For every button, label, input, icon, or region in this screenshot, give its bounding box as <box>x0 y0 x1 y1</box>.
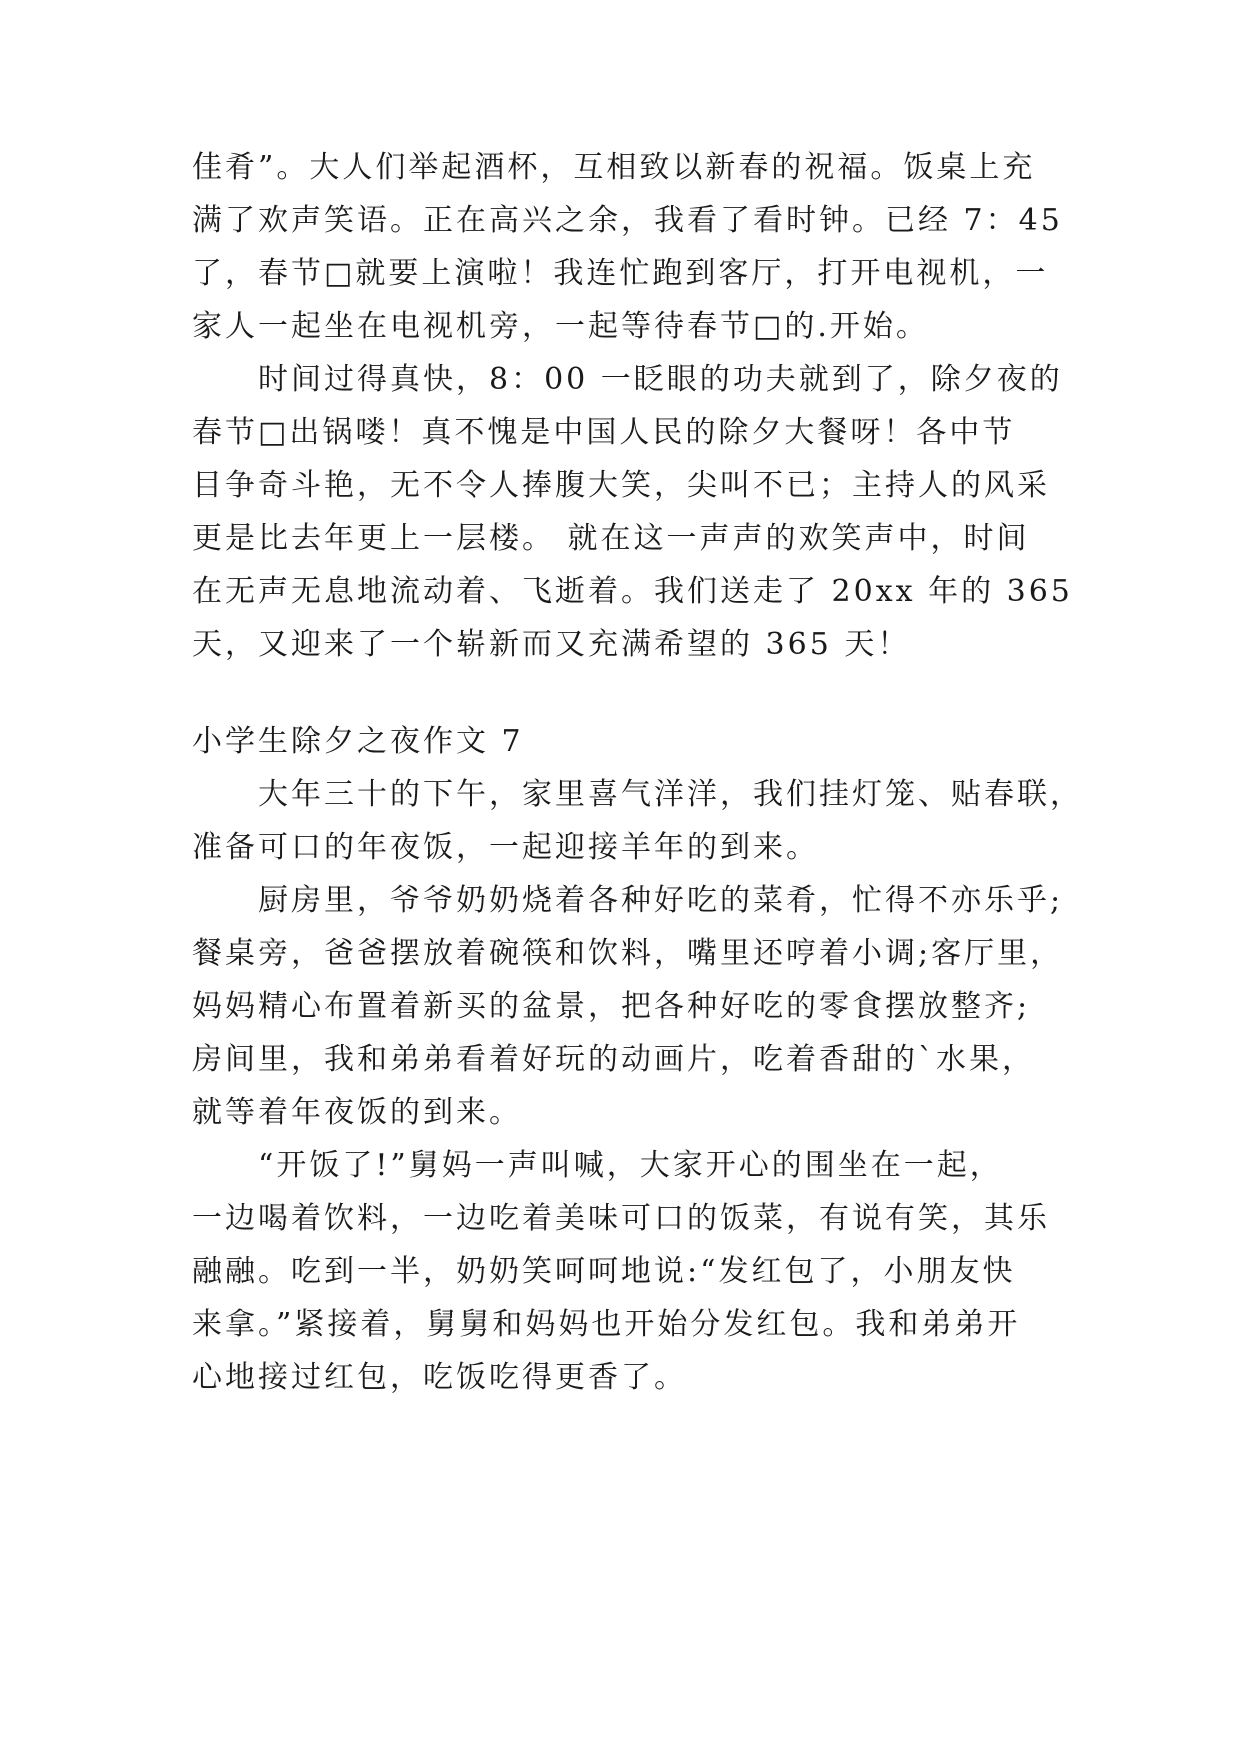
paragraph-line: 在无声无息地流动着、飞逝着。我们送走了 20xx 年的 365 <box>192 574 1073 609</box>
paragraph-line: 心地接过红包，吃饭吃得更香了。 <box>192 1360 687 1395</box>
paragraph-line: 妈妈精心布置着新买的盆景，把各种好吃的零食摆放整齐; <box>192 989 1031 1024</box>
paragraph-line: 时间过得真快，8：00 一眨眼的功夫就到了，除夕夜的 <box>258 362 1063 397</box>
paragraph-line: 满了欢声笑语。正在高兴之余，我看了看时钟。已经 7：45 <box>192 203 1063 238</box>
paragraph-line: 一边喝着饮料，一边吃着美味可口的饭菜，有说有笑，其乐 <box>192 1201 1050 1236</box>
paragraph-line: 融融。吃到一半，奶奶笑呵呵地说:“发红包了，小朋友快 <box>192 1254 1016 1289</box>
paragraph-line: 家人一起坐在电视机旁，一起等待春节□的.开始。 <box>192 309 929 344</box>
paragraph-line: 天，又迎来了一个崭新而又充满希望的 365 天！ <box>192 627 911 662</box>
paragraph-line: 目争奇斗艳，无不令人捧腹大笑，尖叫不已；主持人的风采 <box>192 468 1050 503</box>
paragraph-line: 餐桌旁，爸爸摆放着碗筷和饮料，嘴里还哼着小调;客厅里， <box>192 936 1064 971</box>
paragraph-line: 房间里，我和弟弟看着好玩的动画片，吃着香甜的`水果， <box>192 1042 1035 1077</box>
paragraph-line: 更是比去年更上一层楼。 就在这一声声的欢笑声中，时间 <box>192 521 1030 556</box>
paragraph-line: 准备可口的年夜饭，一起迎接羊年的到来。 <box>192 830 819 865</box>
paragraph-line: 厨房里，爷爷奶奶烧着各种好吃的菜肴，忙得不亦乐乎; <box>258 883 1064 918</box>
paragraph-line: 大年三十的下午，家里喜气洋洋，我们挂灯笼、贴春联， <box>258 777 1083 812</box>
section-heading: 小学生除夕之夜作文 7 <box>192 724 524 759</box>
paragraph-line: 来拿。”紧接着，舅舅和妈妈也开始分发红包。我和弟弟开 <box>192 1307 1021 1342</box>
paragraph-line: 佳肴”。大人们举起酒杯，互相致以新春的祝福。饭桌上充 <box>192 150 1036 185</box>
paragraph-line: 了，春节□就要上演啦！我连忙跑到客厅，打开电视机，一 <box>192 256 1049 291</box>
paragraph-line: 就等着年夜饭的到来。 <box>192 1095 522 1130</box>
paragraph-line: 春节□出锅喽！真不愧是中国人民的除夕大餐呀！各中节 <box>192 415 1016 450</box>
paragraph-line: “开饭了!”舅妈一声叫喊，大家开心的围坐在一起， <box>258 1148 1003 1183</box>
